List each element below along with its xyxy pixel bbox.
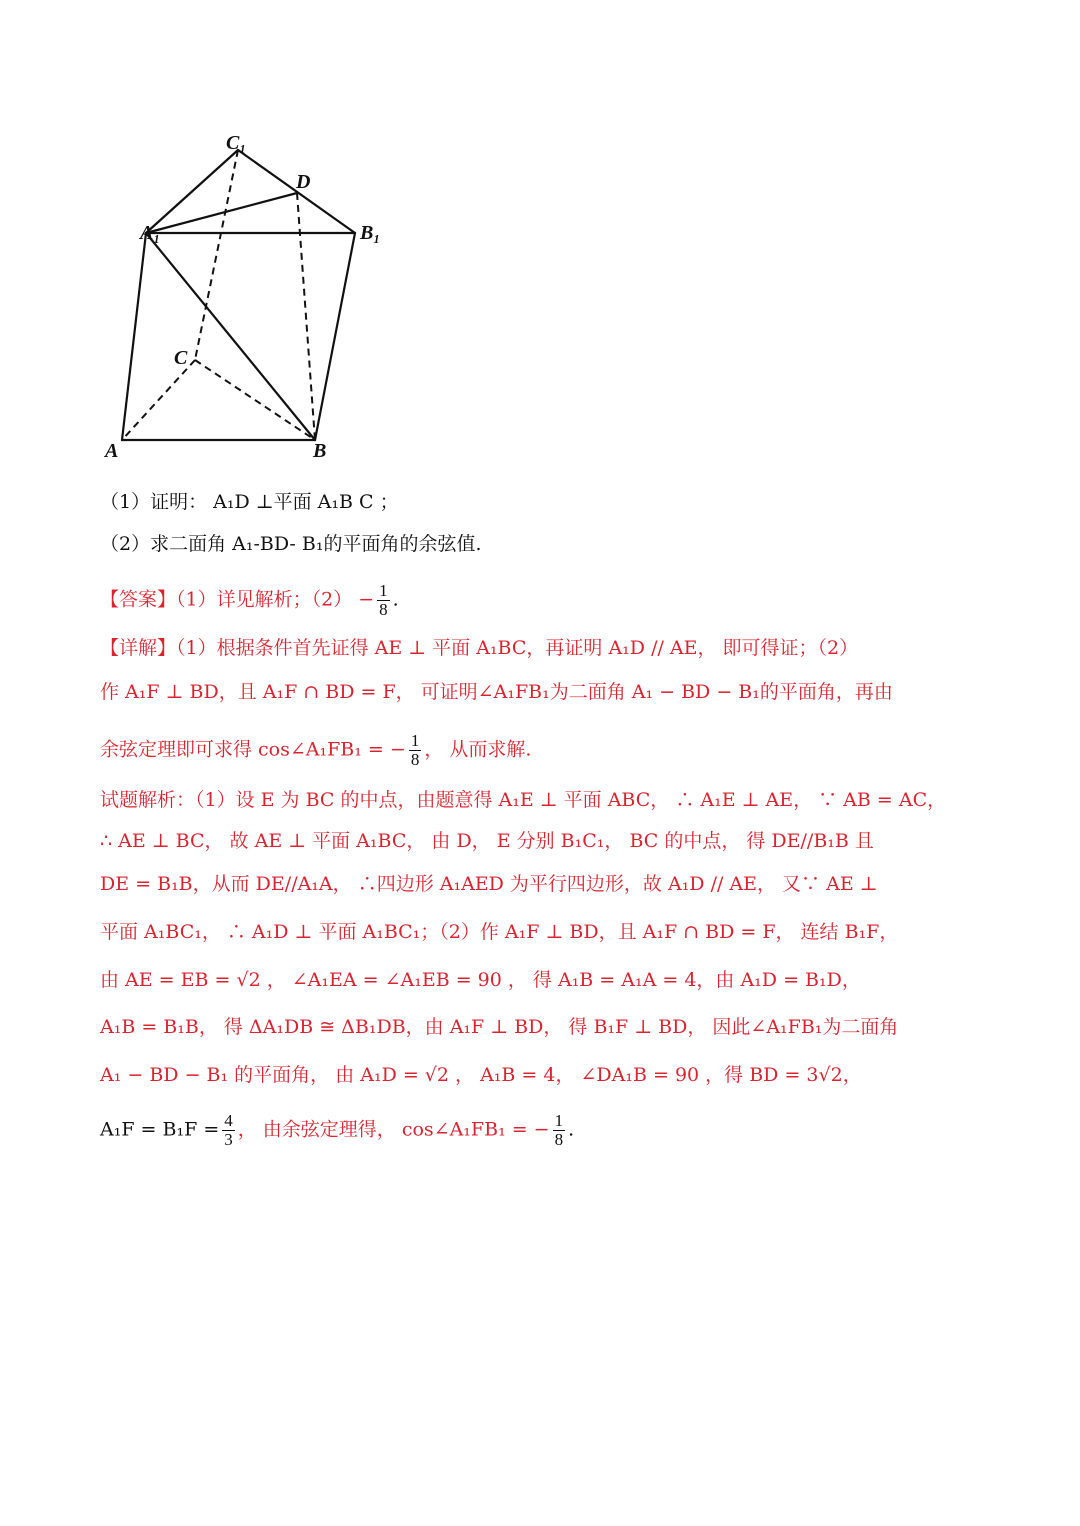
fraction-numerator: 1 [410,731,420,750]
label-a: A [105,440,119,462]
solution-fraction-1 [222,1112,235,1149]
solution-line-7: A₁ − BD − B₁ 的平面角， 由 A₁D = √2 ， A₁B = 4， ∠DA₁B = 90 ，得 BD = 3√2， [100,1064,862,1086]
detail-line-1 [100,636,858,660]
fraction-denominator: 8 [410,750,420,769]
detail-text-1: （1）根据条件首先证得 AE ⊥ 平面 A₁BC，再证明 A₁D // AE， 即可得证；（2） [176,637,859,659]
fraction-denominator: 8 [379,600,388,619]
solution-line-6: A₁B = B₁B， 得 ΔA₁DB ≅ ΔB₁DB，由 A₁F ⊥ BD， 得 B₁F ⊥ BD， 因此∠A₁FB₁为二面角 [100,1016,899,1038]
solution-fraction-2 [553,1112,566,1149]
label-d: D [296,171,311,193]
prism-figure [90,120,410,470]
solution-text-8c: . [568,1118,575,1141]
solution-line-8 [100,1112,574,1149]
answer-text: （1）详见解析；（2） − [176,588,375,611]
edge-a1-a [122,233,146,440]
answer-tag: 【答案】 [100,588,177,611]
label-c: C [174,347,188,369]
detail-line-2: 作 A₁F ⊥ BD，且 A₁F ∩ BD = F， 可证明∠A₁FB₁为二面角 A₁ − BD − B₁的平面角，再由 [100,681,893,703]
solution-line-4: 平面 A₁BC₁， ∴ A₁D ⊥ 平面 A₁BC₁；（2）作 A₁F ⊥ BD，且 A₁F ∩ BD = F， 连结 B₁F， [100,921,899,943]
fraction-denominator: 8 [554,1130,564,1149]
question-2: （2）求二面角 A₁-BD- B₁的平面角的余弦值. [100,533,482,555]
edge-c-b-hidden [195,360,315,440]
solution-text-8a: A₁F = B₁F = [100,1118,220,1141]
fraction-numerator: 1 [379,581,388,600]
solution-line-3: DE = B₁B，从而 DE//A₁A， ∴四边形 A₁AED 为平行四边形，故 A₁D // AE， 又∵ AE ⊥ [100,873,878,895]
solution-line-1: 试题解析：（1）设 E 为 BC 的中点，由题意得 A₁E ⊥ 平面 ABC， ∴ A₁E ⊥ AE， ∵ AB = AC， [100,789,947,811]
fraction-numerator: 4 [224,1111,233,1130]
fraction-denominator: 3 [224,1130,233,1149]
detail-text-3b: ， 从而求解. [424,738,532,761]
solution-line-5: 由 AE = EB = √2 ， ∠A₁EA = ∠A₁EB = 90 ， 得 A₁B = A₁A = 4，由 A₁D = B₁D， [100,969,861,991]
answer-end: . [392,588,399,611]
label-c1: C₁ [226,132,247,154]
label-b: B [313,440,327,462]
edge-c-a-hidden [122,360,195,440]
edge-b1-b [315,233,355,440]
detail-fraction [409,732,422,769]
solution-text-8b: ， 由余弦定理得， cos∠A₁FB₁ = − [237,1118,550,1141]
solution-line-2: ∴ AE ⊥ BC， 故 AE ⊥ 平面 A₁BC， 由 D， E 分别 B₁C₁， BC 的中点， 得 DE//B₁B 且 [100,830,874,852]
edge-d-b-hidden [297,193,315,440]
answer-line [100,582,399,619]
label-b1: B₁ [360,222,381,244]
fraction-numerator: 1 [554,1111,564,1130]
detail-text-3a: 余弦定理即可求得 cos∠A₁FB₁ = − [100,738,406,761]
detail-tag: 【详解】 [100,637,177,659]
edge-a1-b [146,233,315,440]
label-a1: A₁ [140,222,161,244]
question-1: （1）证明： A₁D ⊥平面 A₁B C ； [100,491,399,513]
detail-line-3 [100,732,531,769]
answer-fraction [377,582,390,619]
